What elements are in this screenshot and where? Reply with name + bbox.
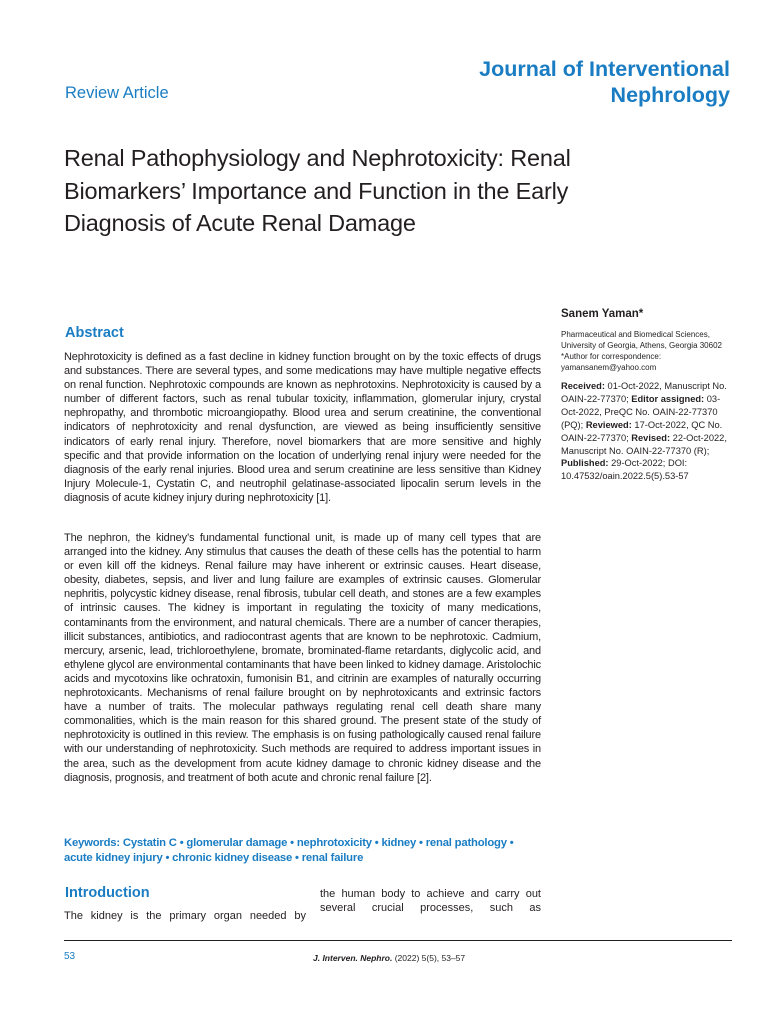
revised-value: 22-Oct-2022, Manuscript No. OAIN-22-77370 (R); xyxy=(561,432,727,456)
revised-label: Revised: xyxy=(631,432,671,443)
doi[interactable]: DOI: 10.47532/oain.2022.5(5).53-57 xyxy=(561,458,689,482)
journal-abbreviation: J. Interven. Nephro. xyxy=(313,953,393,963)
article-type: Review Article xyxy=(65,84,169,102)
journal-title-line2: Nephrology xyxy=(610,83,730,107)
editor-label: Editor assigned: xyxy=(631,393,705,404)
introduction-column-2: the human body to achieve and carry out several crucial processes, such as xyxy=(320,888,541,914)
published-value: 29-Oct-2022; xyxy=(611,458,666,469)
author-affiliation: Pharmaceutical and Biomedical Sciences, University of Georgia, Athens, Georgia 30602 xyxy=(561,330,722,350)
correspondence-label: *Author for correspondence: xyxy=(561,352,662,361)
citation-details: (2022) 5(5), 53–57 xyxy=(392,953,466,963)
abstract-paragraph-2: The nephron, the kidney’s fundamental functional unit, is made up of many cell types that are arranged into the kidney. Any stimulus that causes the death of these cells has the potential to harm or even kill off the kidneys. Renal failure may have inherent or extrinsic causes. Heart disease, obesity, diabetes, sepsis, and liver and lung failure are examples of extrinsic causes. Glomerular nephritis, polycystic kidney disease, renal fibrosis, tubular cell death, and stones are a few examples of intrinsic causes. The kidney is important in regulating the toxicity of many medications, contaminants from the environment, and natural chemicals. There are a number of cancer therapies, illicit substances, antibiotics, and radiocontrast agents that are known to be nephrotoxic. Cadmium, mercury, arsenic, lead, trichloroethylene, bromate, brominated-flame retardants, diglycolic acid, and ethylene glycol are environmental contaminants that have been linked to kidney damage. Aristolochic acids and mycotoxins like ochratoxin, fumonisin B1, and citrinin are examples of naturally occurring nephrotoxicants. Mechanisms of renal failure brought on by nephrotoxicants and extrinsic factors have a number of traits. The molecular pathways regulating renal cell death share many commonalities, which is the main reason for this shared ground. The present state of the study of nephrotoxicity is outlined in this review. The emphasis is on fusing pathologically caused renal failure with our understanding of nephrotoxicity. Such methods are required to address important issues in the area, such as the development from acute kidney damage to chronic kidney disease and the diagnosis, prognosis, and treatment of both acute and chronic renal failure [2]. xyxy=(64,532,541,784)
published-label: Published: xyxy=(561,458,609,469)
abstract-heading: Abstract xyxy=(65,325,124,341)
reviewed-label: Reviewed: xyxy=(585,419,632,430)
abstract-paragraph-1: Nephrotoxicity is defined as a fast decline in kidney function brought on by the toxic effects of drugs and substances. There are several types, and some medications may have multiple negative effects on renal function. Nephrotoxic compounds are known as nephrotoxins. Nephrotoxicity is caused by a number of different factors, such as renal tubular toxicity, inflammation, glomerular injury, crystal nephropathy, and thrombotic microangiopathy. Blood urea and serum creatinine, the conventional indicators of nephrotoxicity and renal dysfunction, are viewed as being insufficiently sensitive indicators of early renal injury. Therefore, novel biomarkers that are more sensitive and highly specific and that provide information on the location of underlying renal injury were needed for the diagnosis of the early renal injuries. Blood urea and serum creatinine are less sensitive than Kidney Injury Molecule-1, Cystatin C, and neutrophil gelatinase-associated lipocalin serum levels in the diagnosis of acute kidney injury during nephrotoxicity [1]. xyxy=(64,351,541,504)
journal-title xyxy=(479,56,730,108)
keywords: Keywords: Cystatin C • glomerular damage • nephrotoxicity • kidney • renal pathology • acute kidney injury • chronic kidney disease • renal failure xyxy=(64,837,514,864)
correspondence-email[interactable]: yamansanem@yahoo.com xyxy=(561,362,657,372)
journal-title-line1: Journal of Interventional xyxy=(479,57,730,81)
reviewed-value: 17-Oct-2022, QC No. OAIN-22-77370; xyxy=(561,419,723,443)
footer-divider xyxy=(64,940,732,941)
footer-citation xyxy=(313,953,465,963)
received-label: Received: xyxy=(561,381,605,391)
page-number: 53 xyxy=(64,951,76,962)
article-title: Renal Pathophysiology and Nephrotoxicity: Renal Biomarkers’ Importance and Function in the Early Diagnosis of Acute Renal Damage xyxy=(64,145,571,236)
article-dates xyxy=(561,380,733,483)
introduction-heading: Introduction xyxy=(65,885,150,901)
author-name: Sanem Yaman* xyxy=(561,308,644,320)
introduction-column-1: The kidney is the primary organ needed by xyxy=(64,910,306,922)
editor-value: 03-Oct-2022, PreQC No. OAIN-22-77370 (PQ); xyxy=(561,393,721,430)
correspondence xyxy=(561,352,736,373)
received-value: 01-Oct-2022, Manuscript No. OAIN-22-77370; xyxy=(561,381,727,404)
